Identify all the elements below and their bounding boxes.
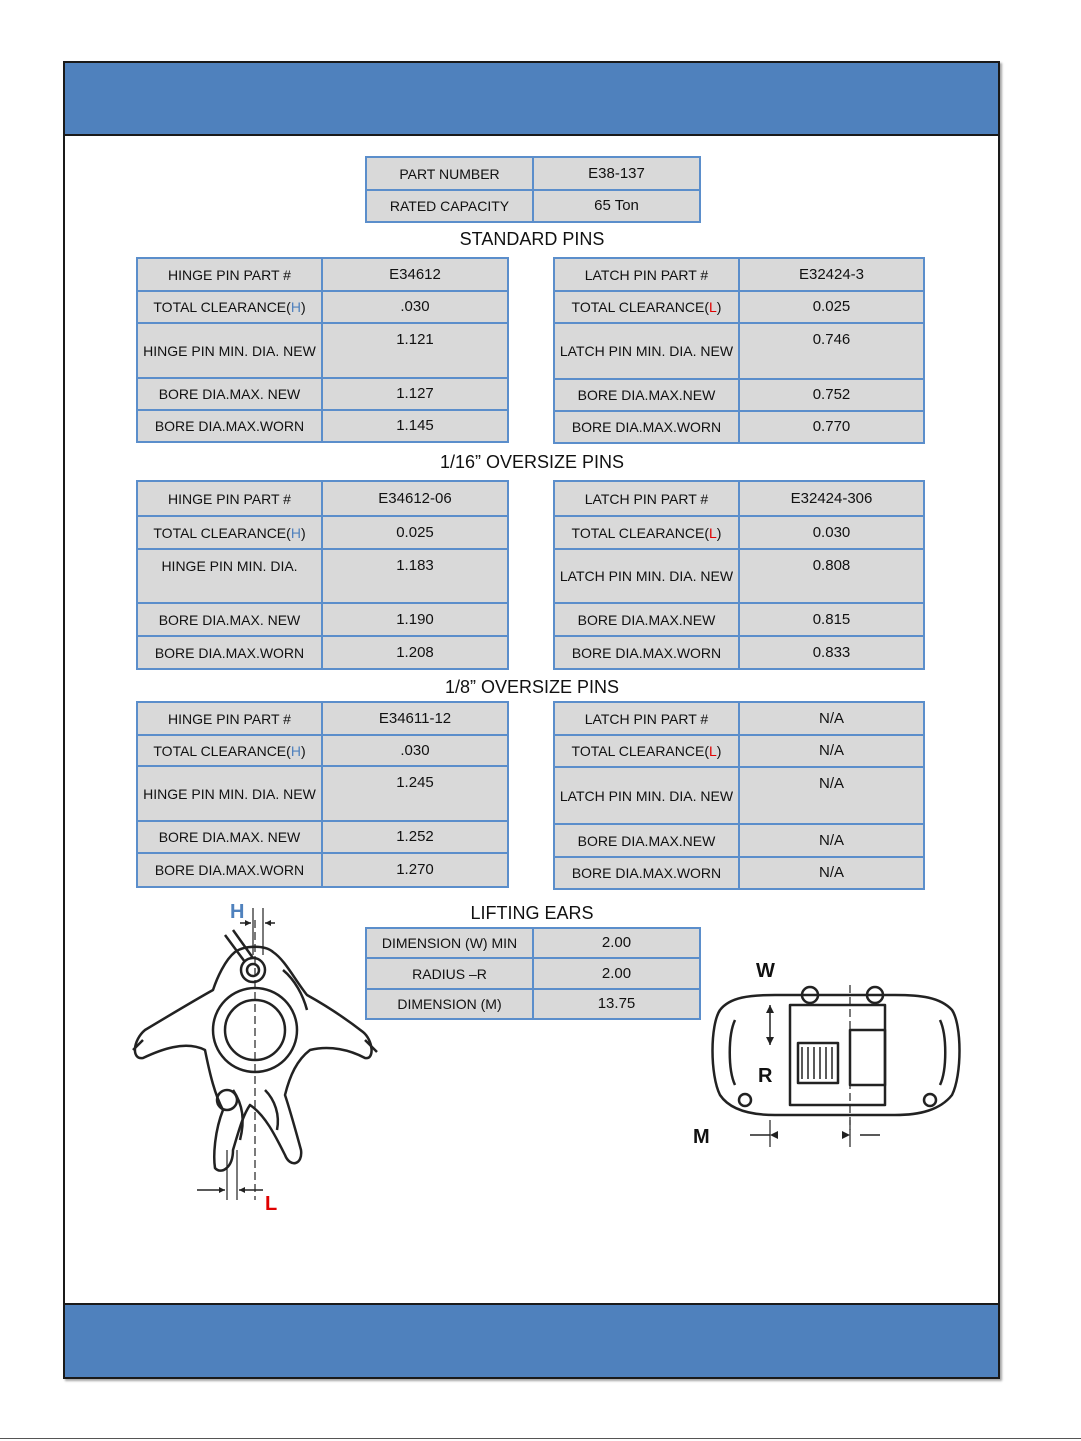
latch-pin-value: E32424-3 [739, 258, 924, 291]
bore-worn-label: BORE DIA.MAX.WORN [554, 857, 739, 889]
bore-new-label: BORE DIA.MAX.NEW [554, 603, 739, 636]
part-number-value: E38-137 [533, 157, 700, 190]
total-clearance-label: TOTAL CLEARANCE(H) [137, 735, 322, 766]
lifting-ears-title: LIFTING EARS [470, 903, 594, 923]
radius-label: RADIUS –R [366, 958, 533, 989]
hinge-pin-label: HINGE PIN PART # [137, 258, 322, 291]
total-clearance-label: TOTAL CLEARANCE(H) [137, 291, 322, 323]
part-info-table [365, 156, 701, 223]
bore-worn-value: 1.270 [322, 853, 508, 887]
min-dia-label: LATCH PIN MIN. DIA. NEW [554, 549, 739, 603]
dimension-m-label: DIMENSION (M) [366, 989, 533, 1019]
total-clearance-value: 0.025 [739, 291, 924, 323]
min-dia-value: 0.808 [739, 549, 924, 603]
radius-value: 2.00 [533, 958, 700, 989]
bore-new-label: BORE DIA.MAX.NEW [554, 379, 739, 411]
total-clearance-value: .030 [322, 291, 508, 323]
hinge-pin-value: E34612-06 [322, 481, 508, 516]
bore-new-label: BORE DIA.MAX. NEW [137, 603, 322, 636]
hinge-table-1-16 [136, 480, 509, 670]
knuckle-drawing [115, 900, 385, 1220]
hinge-pin-label: HINGE PIN PART # [137, 481, 322, 516]
header-band [65, 63, 998, 136]
hinge-pin-value: E34611-12 [322, 702, 508, 735]
bore-new-label: BORE DIA.MAX.NEW [554, 824, 739, 857]
section-title-1-8: 1/8” OVERSIZE PINS [444, 677, 620, 697]
dimension-w-value: 2.00 [533, 928, 700, 958]
coupler-drawing [690, 955, 980, 1155]
min-dia-value: 0.746 [739, 323, 924, 379]
bore-new-value: 1.190 [322, 603, 508, 636]
dimension-w-label: DIMENSION (W) MIN [366, 928, 533, 958]
w-dimension-label: W [756, 960, 775, 982]
bore-new-value: 1.127 [322, 378, 508, 410]
latch-table-standard [553, 257, 925, 444]
total-clearance-label: TOTAL CLEARANCE(H) [137, 516, 322, 549]
total-clearance-label: TOTAL CLEARANCE(L) [554, 735, 739, 767]
part-number-label: PART NUMBER [366, 157, 533, 190]
rated-capacity-label: RATED CAPACITY [366, 190, 533, 222]
bore-worn-label: BORE DIA.MAX.WORN [554, 411, 739, 443]
total-clearance-label: TOTAL CLEARANCE(L) [554, 291, 739, 323]
total-clearance-value: 0.025 [322, 516, 508, 549]
bore-new-label: BORE DIA.MAX. NEW [137, 821, 322, 853]
latch-pin-label: LATCH PIN PART # [554, 481, 739, 516]
bore-new-value: 1.252 [322, 821, 508, 853]
min-dia-value: 1.245 [322, 766, 508, 821]
min-dia-value: 1.121 [322, 323, 508, 378]
bore-worn-value: N/A [739, 857, 924, 889]
min-dia-label: LATCH PIN MIN. DIA. NEW [554, 767, 739, 824]
m-dimension-label: M [693, 1126, 710, 1148]
hinge-pin-label: HINGE PIN PART # [137, 702, 322, 735]
total-clearance-label: TOTAL CLEARANCE(L) [554, 516, 739, 549]
section-title-1-16: 1/16” OVERSIZE PINS [439, 452, 625, 472]
latch-pin-value: N/A [739, 702, 924, 735]
bore-worn-label: BORE DIA.MAX.WORN [137, 853, 322, 887]
total-clearance-value: 0.030 [739, 516, 924, 549]
hinge-table-standard [136, 257, 509, 443]
min-dia-label: HINGE PIN MIN. DIA. [137, 549, 322, 603]
bore-new-value: 0.752 [739, 379, 924, 411]
bore-new-label: BORE DIA.MAX. NEW [137, 378, 322, 410]
total-clearance-value: N/A [739, 735, 924, 767]
footer-band [65, 1303, 998, 1377]
bore-worn-label: BORE DIA.MAX.WORN [554, 636, 739, 669]
latch-pin-value: E32424-306 [739, 481, 924, 516]
bore-worn-label: BORE DIA.MAX.WORN [137, 636, 322, 669]
bore-new-value: 0.815 [739, 603, 924, 636]
h-dimension-label: H [230, 901, 245, 923]
total-clearance-value: .030 [322, 735, 508, 766]
r-dimension-label: R [758, 1065, 773, 1087]
hinge-pin-value: E34612 [322, 258, 508, 291]
dimension-m-value: 13.75 [533, 989, 700, 1019]
latch-pin-label: LATCH PIN PART # [554, 258, 739, 291]
l-dimension-label: L [265, 1193, 278, 1215]
bore-new-value: N/A [739, 824, 924, 857]
bore-worn-value: 1.145 [322, 410, 508, 442]
hinge-table-1-8 [136, 701, 509, 888]
bore-worn-value: 0.833 [739, 636, 924, 669]
min-dia-label: HINGE PIN MIN. DIA. NEW [137, 766, 322, 821]
section-title-standard: STANDARD PINS [459, 229, 605, 249]
min-dia-label: LATCH PIN MIN. DIA. NEW [554, 323, 739, 379]
bore-worn-label: BORE DIA.MAX.WORN [137, 410, 322, 442]
lifting-ears-table [365, 927, 701, 1020]
bore-worn-value: 1.208 [322, 636, 508, 669]
rated-capacity-value: 65 Ton [533, 190, 700, 222]
min-dia-value: N/A [739, 767, 924, 824]
latch-table-1-16 [553, 480, 925, 670]
latch-table-1-8 [553, 701, 925, 890]
latch-pin-label: LATCH PIN PART # [554, 702, 739, 735]
min-dia-label: HINGE PIN MIN. DIA. NEW [137, 323, 322, 378]
bore-worn-value: 0.770 [739, 411, 924, 443]
page-edge-line [0, 1438, 1081, 1439]
min-dia-value: 1.183 [322, 549, 508, 603]
